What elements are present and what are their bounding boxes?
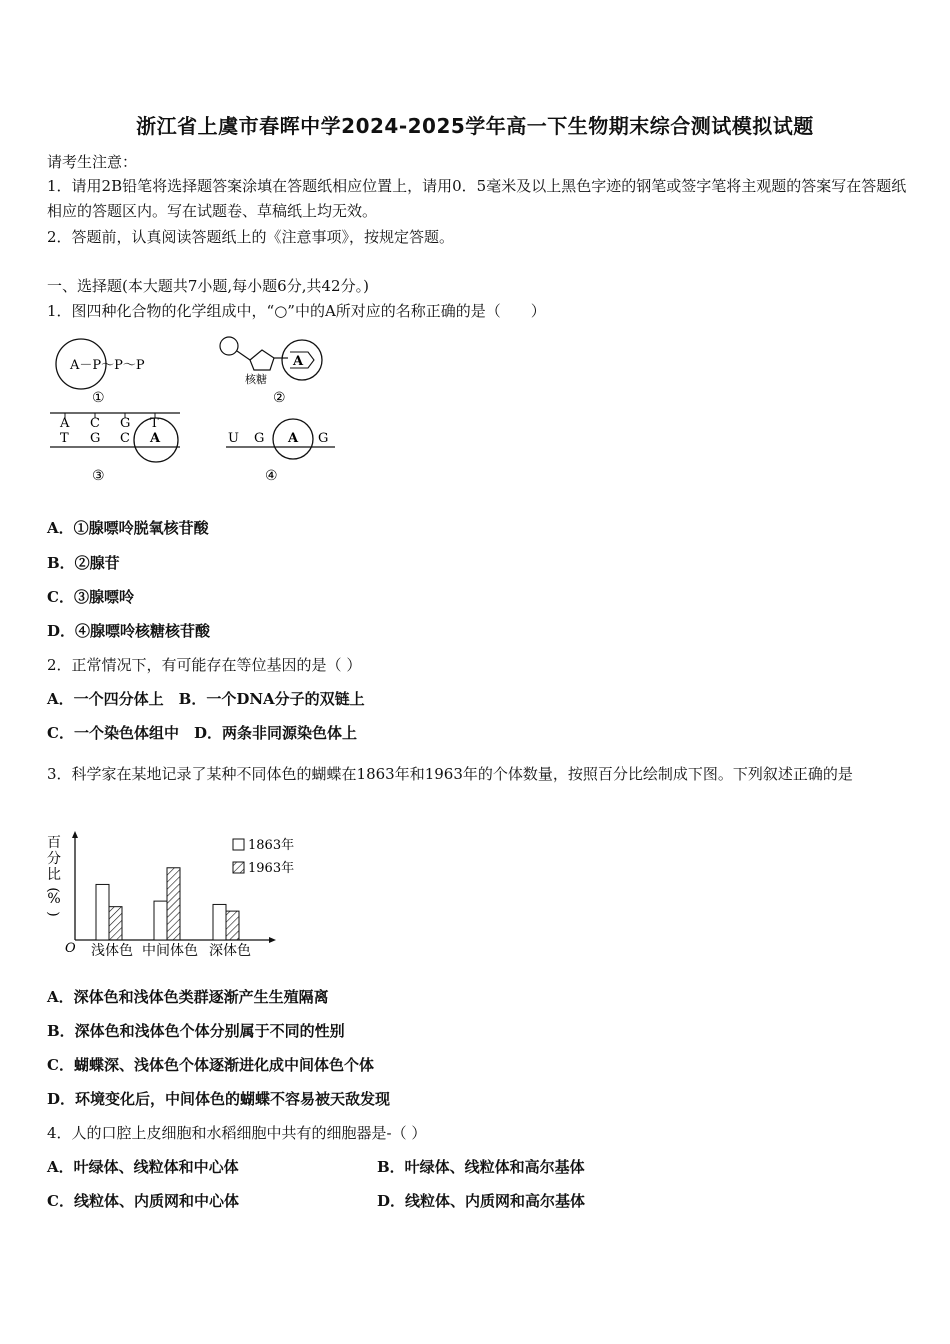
bar-1863年-中间体色 <box>154 901 167 940</box>
q3-option-d: D．环境变化后，中间体色的蝴蝶不容易被天敌发现 <box>47 1090 391 1108</box>
notice-item-1: 1．请用2B铅笔将选择题答案涂填在答题纸相应位置上，请用0．5毫米及以上黑色字迹的钢笔或签字笔将主观题的答案写在答题纸相应的答题区内。写在试题卷、草稿纸上均无效。 <box>47 177 907 220</box>
q1-figure <box>40 330 350 490</box>
legend-swatch-1963 <box>233 862 244 873</box>
q4-stem: 4．人的口腔上皮细胞和水稻细胞中共有的细胞器是-（ ） <box>47 1124 427 1142</box>
d3-top-1: C <box>90 416 100 431</box>
d2-letter: A <box>293 354 304 369</box>
d3-top-0: A <box>60 416 70 431</box>
d3-top-2: G <box>120 416 131 431</box>
q4-option-c: C．线粒体、内质网和中心体 <box>47 1192 239 1210</box>
q3-chart <box>40 825 320 965</box>
notice-item-2: 2．答题前，认真阅读答题纸上的《注意事项》，按规定答题。 <box>47 228 455 246</box>
d1-label: ① <box>92 390 105 406</box>
q3-stem: 3．科学家在某地记录了某种不同体色的蝴蝶在1863年和1963年的个体数量，按照百分比绘制成下图。下列叙述正确的是 <box>47 765 853 783</box>
bar-1963年-中间体色 <box>167 868 180 940</box>
q4-option-b: B．叶绿体、线粒体和高尔基体 <box>377 1158 585 1176</box>
d4-letter-1: G <box>254 431 265 446</box>
q4-option-d: D．线粒体、内质网和高尔基体 <box>377 1192 586 1210</box>
y-axis-label <box>45 835 61 917</box>
section-heading: 一、选择题(本大题共7小题,每小题6分,共42分。) <box>47 277 369 295</box>
legend-label-1863: 1863年 <box>248 838 295 853</box>
origin-label: O <box>65 941 76 956</box>
x-tick-label-2: 深体色 <box>209 943 251 959</box>
d4-letter-3: G <box>318 431 329 446</box>
page-title: 浙江省上虞市春晖中学2024-2025学年高一下生物期末综合测试模拟试题 <box>136 114 814 138</box>
d4-letter-0: U <box>228 431 239 446</box>
d1-text: A－P～P～P <box>70 358 145 373</box>
q3-option-b: B．深体色和浅体色个体分别属于不同的性别 <box>47 1022 345 1040</box>
y-label-char-5: ) <box>45 911 61 917</box>
d3-bottom-1: G <box>90 431 101 446</box>
y-label-char-3: ( <box>45 887 61 893</box>
y-label-char-1: 分 <box>47 851 61 867</box>
q3-option-a: A．深体色和浅体色类群逐渐产生生殖隔离 <box>47 988 329 1006</box>
d3-top-3: T <box>150 416 159 431</box>
q1-stem: 1．图四种化合物的化学组成中，“○”中的A所对应的名称正确的是（ ） <box>47 302 546 320</box>
q1-option-d: D．④腺嘌呤核糖核苷酸 <box>47 622 211 640</box>
d3-label: ③ <box>92 468 105 484</box>
q2-options-line-2: C．一个染色体组中 D．两条非同源染色体上 <box>47 724 357 742</box>
q1-option-b: B．②腺苷 <box>47 554 120 572</box>
q2-stem: 2．正常情况下，有可能存在等位基因的是（ ） <box>47 656 362 674</box>
d2-label: ② <box>273 390 286 406</box>
x-tick-label-0: 浅体色 <box>91 943 133 959</box>
d2-sugar-label: 核糖 <box>245 373 267 386</box>
y-label-char-2: 比 <box>47 867 61 883</box>
d2-phosphate-circle <box>220 337 238 355</box>
d4-letter-2: A <box>288 431 299 446</box>
legend-label-1963: 1963年 <box>248 861 295 876</box>
d3-bottom-3: A <box>150 431 161 446</box>
bar-1863年-深体色 <box>213 904 226 940</box>
bar-1963年-浅体色 <box>109 907 122 940</box>
d4-label: ④ <box>265 468 278 484</box>
q1-option-a: A．①腺嘌呤脱氧核苷酸 <box>47 519 209 537</box>
y-label-char-4: % <box>47 891 61 907</box>
q4-option-a: A．叶绿体、线粒体和中心体 <box>47 1158 239 1176</box>
q3-option-c: C．蝴蝶深、浅体色个体逐渐进化成中间体色个体 <box>47 1056 374 1074</box>
d2-sugar-shape <box>250 350 274 370</box>
x-tick-label-1: 中间体色 <box>142 943 198 959</box>
q2-options-line-1: A．一个四分体上 B．一个DNA分子的双链上 <box>47 690 365 708</box>
q1-option-c: C．③腺嘌呤 <box>47 588 134 606</box>
d3-bottom-0: T <box>60 431 69 446</box>
d3-bottom-2: C <box>120 431 130 446</box>
bar-1863年-浅体色 <box>96 884 109 940</box>
legend-swatch-1863 <box>233 839 244 850</box>
y-label-char-0: 百 <box>47 835 61 851</box>
notice-heading: 请考生注意： <box>47 153 138 171</box>
bar-1963年-深体色 <box>226 911 239 940</box>
